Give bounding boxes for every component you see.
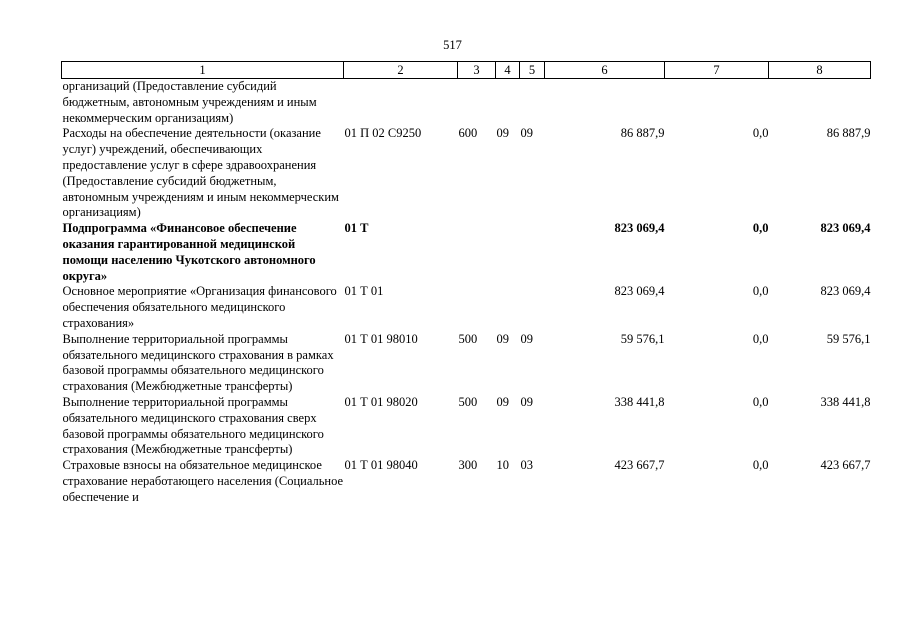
table-row (62, 126, 871, 221)
row-amount-8: 823 069,4 (820, 284, 871, 299)
header-col-1: 1 (62, 62, 344, 79)
row-amount-7: 0,0 (752, 126, 769, 141)
row-subsection (520, 284, 545, 331)
row-expense-type (458, 284, 496, 331)
row-section: 09 (496, 126, 509, 141)
row-section (496, 221, 520, 284)
row-amount-6: 823 069,4 (614, 284, 665, 299)
row-amount-8: 423 667,7 (820, 458, 871, 473)
row-subsection: 09 (520, 126, 533, 141)
row-amount-6: 423 667,7 (614, 458, 665, 473)
row-amount-7 (665, 79, 769, 127)
header-col-6: 6 (545, 62, 665, 79)
row-subsection: 03 (520, 458, 533, 473)
row-subsection: 09 (520, 394, 533, 409)
row-code: 01 Т (344, 221, 369, 236)
row-code: 01 П 02 С9250 (344, 126, 422, 141)
header-col-4: 4 (496, 62, 520, 79)
row-amount-6 (545, 79, 665, 127)
row-amount-8: 823 069,4 (820, 221, 871, 236)
row-name: Выполнение территориальной программы обязательного медицинского страхования в рамках базовой программы обязательного медицинского страхования (Межбюджетные трансферты) (62, 331, 334, 394)
row-name: организаций (Предоставление субсидий бюджетным, автономным учреждениям и иным некоммерческим организациям) (62, 79, 317, 125)
header-col-5: 5 (520, 62, 545, 79)
row-amount-8 (769, 79, 871, 127)
row-code (344, 79, 458, 127)
budget-table (61, 61, 871, 506)
header-col-8: 8 (769, 62, 871, 79)
header-col-3: 3 (458, 62, 496, 79)
row-section (496, 284, 520, 331)
row-expense-type (458, 79, 496, 127)
row-amount-8: 86 887,9 (826, 126, 871, 141)
row-code: 01 Т 01 98040 (344, 458, 418, 473)
row-expense-type: 300 (458, 458, 478, 473)
row-amount-6: 86 887,9 (620, 126, 665, 141)
table-row (62, 284, 871, 331)
table-header-row (62, 62, 871, 79)
table-row (62, 79, 871, 127)
row-amount-7: 0,0 (752, 458, 769, 473)
header-col-2: 2 (344, 62, 458, 79)
row-name: Подпрограмма «Финансовое обеспечение оказания гарантированной медицинской помощи населению Чукотского автономного округа» (62, 221, 316, 283)
row-section: 09 (496, 331, 509, 346)
row-amount-7: 0,0 (752, 394, 769, 409)
row-expense-type: 600 (458, 126, 478, 141)
row-code: 01 Т 01 (344, 284, 384, 299)
row-expense-type: 500 (458, 394, 478, 409)
row-subsection: 09 (520, 331, 533, 346)
row-amount-7: 0,0 (752, 221, 769, 236)
table-row (62, 221, 871, 284)
row-subsection (520, 79, 545, 127)
header-col-7: 7 (665, 62, 769, 79)
row-section: 10 (496, 458, 509, 473)
table-row (62, 332, 871, 395)
page-number: 517 (443, 38, 462, 52)
row-name: Основное мероприятие «Организация финансового обеспечения обязательного медицинского страхования» (62, 284, 337, 330)
row-code: 01 Т 01 98020 (344, 394, 418, 409)
row-expense-type (458, 221, 496, 284)
row-expense-type: 500 (458, 331, 478, 346)
row-section (496, 79, 520, 127)
row-name: Выполнение территориальной программы обязательного медицинского страхования сверх базовой программы обязательного медицинского страхования (Межбюджетные трансферты) (62, 394, 324, 457)
row-amount-7: 0,0 (752, 331, 769, 346)
row-amount-6: 59 576,1 (620, 331, 665, 346)
row-subsection (520, 221, 545, 284)
row-amount-6: 338 441,8 (614, 394, 665, 409)
row-code: 01 Т 01 98010 (344, 331, 418, 346)
row-amount-6: 823 069,4 (614, 221, 665, 236)
table-row (62, 395, 871, 458)
row-section: 09 (496, 394, 509, 409)
row-amount-8: 59 576,1 (826, 331, 871, 346)
row-name: Страховые взносы на обязательное медицинское страхование неработающего населения (Социальное обеспечение и (62, 458, 344, 504)
row-name: Расходы на обеспечение деятельности (оказание услуг) учреждений, обеспечивающих предоставление услуг в сфере здравоохранения (Предоставление субсидий бюджетным, автономным учреждениям и иным некоммерческим организациям) (62, 126, 339, 220)
row-amount-8: 338 441,8 (820, 394, 871, 409)
table-row (62, 458, 871, 505)
row-amount-7: 0,0 (752, 284, 769, 299)
